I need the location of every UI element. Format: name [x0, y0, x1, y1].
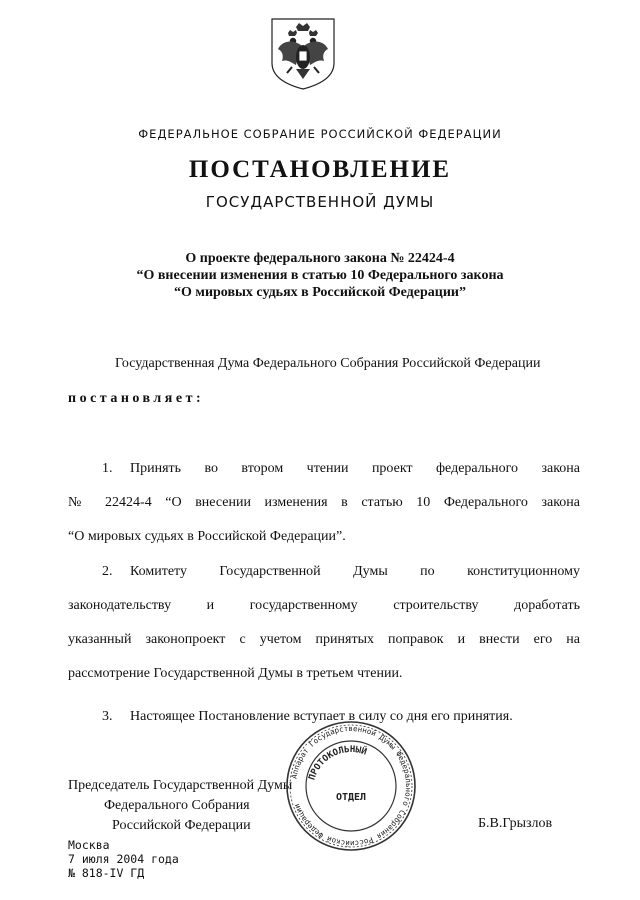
intro-text: Государственная Дума Федерального Собрания Российской Федерации: [115, 356, 541, 371]
document-footer: [68, 838, 179, 880]
item-text-line: законодательству и государственному строительству доработать: [68, 598, 580, 613]
stamp-outer-ring-text: Аппарат Государственной Думы Федерального Собрания Российской Федерации: [289, 723, 414, 849]
item-text-line: Комитету Государственной Думы по конституционному: [130, 564, 580, 579]
stamp-inner-ring-text: ПРОТОКОЛЬНЫЙ: [307, 744, 368, 782]
document-date: 7 июля 2004 года: [68, 852, 179, 866]
item-text-line: указанный законопроект с учетом принятых поправок и внести его на: [68, 632, 580, 647]
signatory-name: Б.В.Грызлов: [478, 816, 553, 831]
official-stamp: [283, 718, 419, 854]
item-number: 2.: [102, 564, 113, 579]
stamp-center-text: ОТДЕЛ: [335, 792, 367, 803]
resolution-item-1: [68, 452, 580, 554]
subject-line: О проекте федерального закона № 22424-4: [185, 251, 455, 266]
document-subject: [0, 250, 640, 301]
item-text-line: “О мировых судьях в Российской Федерации”.: [68, 529, 346, 544]
signatory-position-line: Председатель Государственной Думы: [68, 778, 293, 793]
organization-name: ФЕДЕРАЛЬНОЕ СОБРАНИЕ РОССИЙСКОЙ ФЕДЕРАЦИИ: [138, 127, 502, 141]
document-place: Москва: [68, 838, 110, 852]
resolves-text: постановляет:: [68, 391, 205, 406]
signatory-position-line: Федерального Собрания: [104, 798, 250, 813]
item-text-line: № 22424-4 “О внесении изменения в статью 10 Федерального закона: [68, 495, 580, 510]
item-number: 3.: [102, 709, 113, 724]
item-text-line: рассмотрение Государственной Думы в третьем чтении.: [68, 666, 403, 681]
subject-line: “О внесении изменения в статью 10 Федерального закона: [136, 268, 504, 283]
item-number: 1.: [102, 461, 113, 476]
document-number: № 818-IV ГД: [68, 866, 145, 880]
signatory-position-line: Российской Федерации: [112, 818, 251, 833]
signatory-position: [68, 776, 292, 836]
double-headed-eagle-emblem-icon: [268, 17, 338, 91]
item-text-line: Настоящее Постановление вступает в силу со дня его принятия.: [130, 709, 513, 724]
resolution-item-2: [68, 555, 580, 691]
subject-line: “О мировых судьях в Российской Федерации”: [174, 285, 466, 300]
document-type: ПОСТАНОВЛЕНИЕ: [188, 156, 452, 183]
item-text-line: Принять во втором чтении проект федерального закона: [130, 461, 580, 476]
document-issuer: ГОСУДАРСТВЕННОЙ ДУМЫ: [205, 193, 435, 211]
